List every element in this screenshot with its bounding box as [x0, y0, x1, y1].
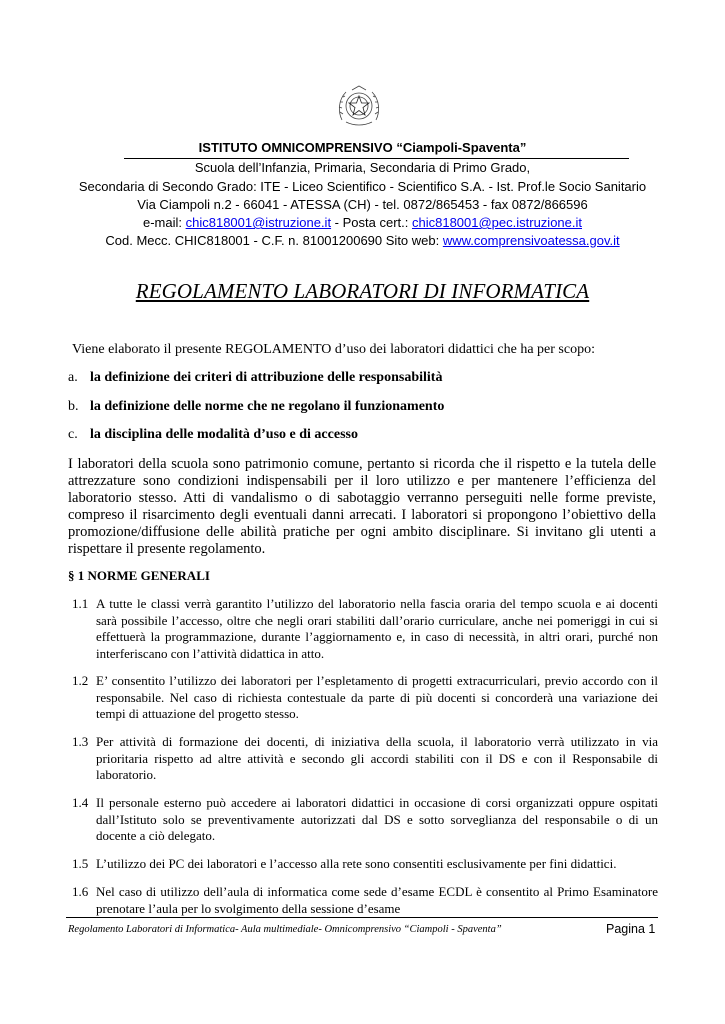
rule-text: E’ consentito l’utilizzo dei laboratori per l’espletamento di progetti extracurriculari, previo accordo con il responsabile. Nel caso di richiesta contestuale da parte di più docenti si concorderà una variazione dei tempi di attuazione del progetto stesso. — [96, 673, 658, 721]
scope-text: la definizione delle norme che ne regolano il funzionamento — [90, 399, 445, 414]
rule-item-1-5 — [72, 856, 658, 873]
header-divider — [124, 158, 629, 159]
footer-divider — [66, 917, 658, 918]
intro-text: Viene elaborato il presente REGOLAMENTO d’uso dei laboratori didattici che ha per scopo: — [72, 342, 595, 357]
school-levels-line: Scuola dell’Infanzia, Primaria, Secondaria di Primo Grado, — [194, 160, 531, 175]
italian-republic-emblem-icon — [334, 84, 384, 128]
rule-item-1-6 — [72, 884, 658, 917]
codes-text: Cod. Mecc. CHIC818001 - C.F. n. 81001200690 Sito web: — [105, 233, 443, 248]
email-label: e-mail: — [142, 215, 186, 230]
scope-letter: b. — [68, 399, 79, 414]
rule-item-1-2 — [72, 673, 658, 723]
rule-text: Nel caso di utilizzo dell’aula di informatica come sede d’esame ECDL è consentito al Primo Esaminatore prenotare l’aula per lo svolgimento della sessione d’esame — [96, 884, 658, 916]
email-line — [0, 215, 725, 231]
address-line: Via Ciampoli n.2 - 66041 - ATESSA (CH) - tel. 0872/865453 - fax 0872/866596 — [137, 197, 588, 212]
scope-item-c — [68, 427, 358, 443]
scope-text: la definizione dei criteri di attribuzione delle responsabilità — [90, 370, 443, 385]
rule-text: Il personale esterno può accedere ai laboratori didattici in occasione di corsi organizzati oppure ospitati dall’Istituto solo se preventivamente autorizzati dal DS e sotto sorveglianza del responsabile o di un docente a ciò delegato. — [96, 795, 658, 843]
rule-item-1-3 — [72, 734, 658, 784]
secondary-schools-line: Secondaria di Secondo Grado: ITE - Liceo Scientifico - Scientifico S.A. - Ist. Prof.le Socio Sanitario — [78, 179, 647, 194]
rule-item-1-1 — [72, 596, 658, 662]
footer-document-title: Regolamento Laboratori di Informatica- Aula multimediale- Omnicomprensivo “Ciampoli - Spaventa” — [68, 924, 502, 935]
scope-text: la disciplina delle modalità d’uso e di accesso — [90, 427, 358, 442]
rule-text: Per attività di formazione dei docenti, di iniziativa della scuola, il laboratorio verrà utilizzato in via prioritaria rispetto ad altre attività e secondo gli accordi stabiliti con il DS e con il Responsabile di laboratorio. — [96, 734, 658, 782]
codes-line — [0, 233, 725, 249]
rule-text: A tutte le classi verrà garantito l’utilizzo del laboratorio nella fascia oraria del tempo scuola e ai docenti sarà possibile l’accesso, oltre che negli orari stabiliti dall’orario curriculare, anche nei pomeriggi in cui si effettuerà la programmazione, durante l’aggiornamento e, in caso di necessità, in altri orari, purché non interferiscano con l’attività didattica in atto. — [96, 596, 658, 661]
scope-letter: a. — [68, 370, 78, 385]
scope-item-b — [68, 399, 444, 415]
scope-letter: c. — [68, 427, 78, 442]
rule-item-1-4 — [72, 795, 658, 845]
institute-name: ISTITUTO OMNICOMPRENSIVO “Ciampoli-Spaventa” — [198, 140, 527, 155]
email-link[interactable]: chic818001@istruzione.it — [185, 215, 332, 230]
rule-number: 1.1 — [72, 596, 89, 611]
rule-number: 1.4 — [72, 795, 89, 810]
pec-email-link[interactable]: chic818001@pec.istruzione.it — [411, 215, 582, 230]
rule-number: 1.5 — [72, 856, 89, 871]
rule-number: 1.6 — [72, 884, 89, 899]
page-number: Pagina 1 — [606, 922, 656, 936]
rule-number: 1.2 — [72, 673, 89, 688]
rule-number: 1.3 — [72, 734, 89, 749]
website-link[interactable]: www.comprensivoatessa.gov.it — [442, 233, 620, 248]
pec-label: - Posta cert.: — [331, 215, 412, 230]
document-title: REGOLAMENTO LABORATORI DI INFORMATICA — [135, 279, 590, 303]
rule-text: L’utilizzo dei PC dei laboratori e l’accesso alla rete sono consentiti esclusivamente per fini didattici. — [96, 856, 617, 871]
section-heading: § 1 NORME GENERALI — [68, 568, 210, 583]
scope-item-a — [68, 370, 442, 386]
intro-paragraph: I laboratori della scuola sono patrimonio comune, pertanto si ricorda che il rispetto e la tutela delle attrezzature sono condizioni indispensabili per il loro utilizzo e per mantenere l’efficienza del laboratorio stesso. Atti di vandalismo o di sabotaggio verranno perseguiti nelle forme previste, compreso il risarcimento degli eventuali danni arrecati. I laboratori si propongono l’obiettivo della promozione/diffusione delle abilità pratiche per ogni ambito disciplinare. Si invitano gli utenti a rispettare il presente regolamento. — [68, 456, 656, 557]
